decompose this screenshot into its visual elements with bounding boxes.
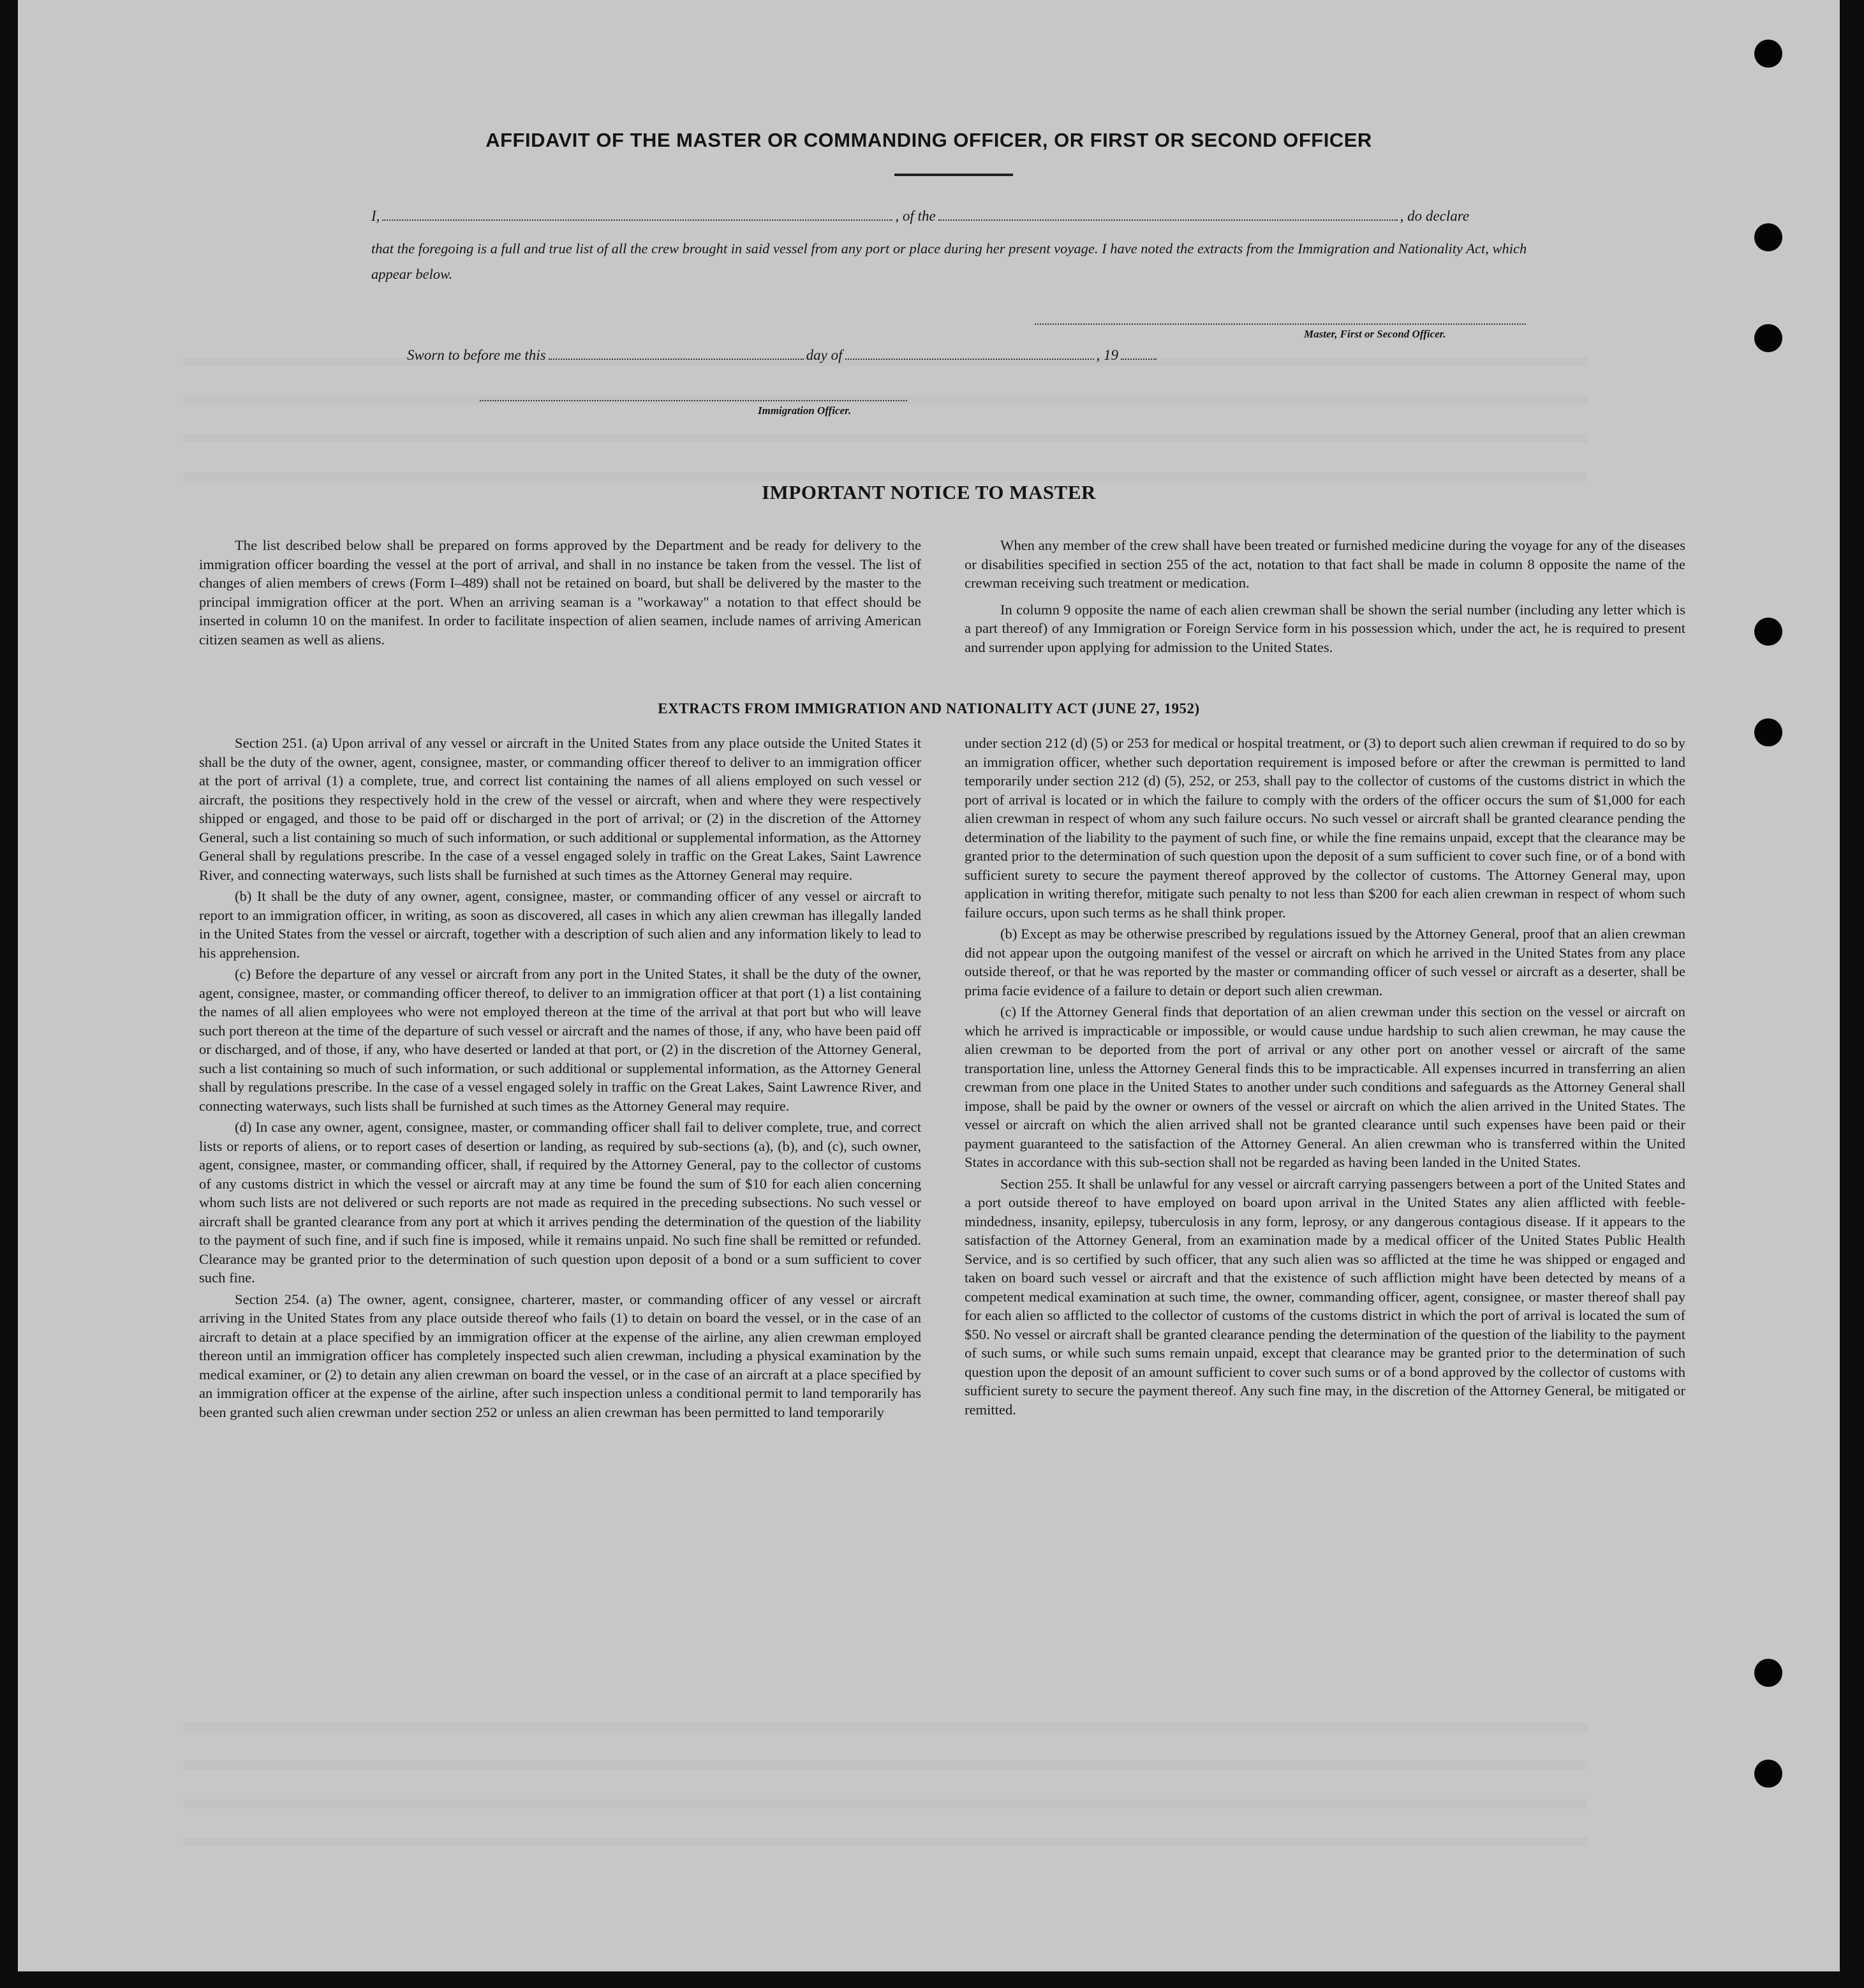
binder-hole [1754,324,1782,352]
do-declare-label: , do declare [1400,208,1470,224]
notice-paragraph: When any member of the crew shall have been treated or furnished medicine during the voyage for any of the diseases or disabilities specified in section 255 of the act, notation to that fact shall be made in column 8 opposite the name of the crewman receiving such treatment or medication. [965,537,1685,591]
sworn-prefix: Sworn to before me this [407,347,546,363]
extract-paragraph: (c) If the Attorney General finds that deportation of an alien crewman under this section on the vessel or aircraft on which he arrived is impracticable or impossible, or would cause undue hardship to such alien crewman, he may cause the alien crewman to be deported from the port of arrival or any other port on another vessel or aircraft of the same transportation line, unless the Attorney General finds this to be impracticable. All expenses incurred in transferring an alien crewman from one place in the United States to another under such conditions and safeguards as the Attorney General shall impose, shall be paid by the owner or owners of the vessel or aircraft on which the alien arrived in the United States. The vessel or aircraft on which the alien arrived shall not be granted clearance until such expenses have been paid or their payment guaranteed to the satisfaction of the Attorney General. An alien crewman who is transferred within the United States in accordance with this sub-section shall not be regarded as having been landed in the United States. [965,1004,1685,1170]
notice-paragraph: The list described below shall be prepared on forms approved by the Department and be ready for delivery to the immigration officer boarding the vessel at the port of arrival, and shall in no instance be taken from the vessel. The list of changes of alien members of crews (Form I–489) shall not be retained on board, but shall be delivered by the master to the principal immigration officer at the port. When an arriving seaman is a "workaway" a notation to that effect should be inserted in column 10 on the manifest. In order to facilitate inspection of alien seamen, include names of arriving American citizen seamen as well as aliens. [199,537,921,648]
extract-paragraph: Section 255. It shall be unlawful for any vessel or aircraft carrying passengers between a port of the United States and a port outside thereof to have employed on board upon arrival in the United States any alien afflicted with feeble-mindedness, insanity, epilepsy, tuberculosis in any form, leprosy, or any dangerous contagious disease. If it appears to the satisfaction of the Attorney General, from an examination made by a medical officer of the United States Public Health Service, and is so certified by such officer, that any such alien was so afflicted at the time he was shipped or engaged and taken on board such vessel or aircraft and that the existence of such affliction might have been detected by means of a competent medical examination at such time, the owner, commanding officer, agent, consignee, or master thereof shall pay for each alien so afflicted to the collector of customs of the customs district in which the port of arrival is located the sum of $50. No vessel or aircraft shall be granted clearance pending the determination of the question of the liability to the payment of such sums, or while such sums remain unpaid, except that clearance may be granted prior to the determination of such question upon the deposit of an amount sufficient to cover such sums or of a bond approved by the collector of customs with sufficient surety to secure the payment thereof. Any such fine may, in the discretion of the Attorney General, be mitigated or remitted. [965,1175,1685,1418]
extract-paragraph: (c) Before the departure of any vessel or aircraft from any port in the United States, it shall be the duty of the owner, agent, consignee, master, or commanding officer thereof, to deliver to an immigration officer at that port (1) a list containing the names of all alien employees who were not employed thereon at the time of the arrival at that port but who will leave such port thereon at the time of the departure of such vessel or aircraft and the names of those, if any, who have been paid off or discharged, and of those, if any, who have deserted or landed at that port, or (2) in the discretion of the Attorney General, such a list containing so much of such information, or such additional or supplemental information, as the Attorney General shall by regulations prescribe. In the case of a vessel engaged solely in traffic on the Great Lakes, Saint Lawrence River, and connecting waterways, such lists shall be furnished at such times as the Attorney General may require. [199,966,921,1114]
binder-hole [1754,1760,1782,1788]
title-rule [894,174,1013,176]
extracts-left-column [199,734,921,1424]
binder-hole [1754,40,1782,68]
year-label: , 19 [1096,347,1118,363]
sworn-line [407,347,1159,364]
binder-hole [1754,1659,1782,1687]
document-page [18,0,1840,1971]
sworn-year-field[interactable] [1121,358,1157,360]
binder-hole [1754,223,1782,251]
sworn-month-field[interactable] [845,358,1094,360]
officer-signature-caption: Immigration Officer. [758,404,852,417]
day-of-label: day of [806,347,843,363]
extract-paragraph: Section 251. (a) Upon arrival of any vessel or aircraft in the United States from any place outside the United States it shall be the duty of the owner, agent, consignee, master, or commanding officer thereof to deliver to an immigration officer at the port of arrival (1) a complete, true, and correct list containing the names of all aliens employed on such vessel or aircraft, the positions they respectively hold in the crew of the vessel or aircraft, when and where they were respectively shipped or engaged, and those to be paid off or discharged in the port of arrival; or (2) in the discretion of the Attorney General, such a list containing so much of such information, or such additional or supplemental information, as the Attorney General shall by regulations prescribe. In the case of a vessel engaged solely in traffic on the Great Lakes, Saint Lawrence River, and connecting waterways, such lists shall be furnished at such times as the Attorney General may require. [199,735,921,883]
declarant-prefix: I, [371,208,380,224]
extracts-right-column [965,734,1685,1421]
master-signature-field[interactable] [1035,323,1526,325]
affidavit-title: AFFIDAVIT OF THE MASTER OR COMMANDING OFFICER, OR FIRST OR SECOND OFFICER [485,129,1372,151]
binder-hole [1754,618,1782,646]
notice-right-column [965,536,1685,659]
extract-paragraph: (b) It shall be the duty of any owner, agent, consignee, master, or commanding officer of any vessel or aircraft to report to an immigration officer, in writing, as soon as discovered, all cases in which any alien crewman has illegally landed in the United States from the vessel or aircraft, together with a description of such alien and any information likely to lead to his apprehension. [199,888,921,961]
extract-paragraph: Section 254. (a) The owner, agent, consignee, charterer, master, or commanding officer of any vessel or aircraft arriving in the United States from any place outside thereof who fails (1) to detain on board the vessel, or in the case of an aircraft to detain at a place specified by an immigration officer at the expense of the airline, any alien crewman employed thereon until an immigration officer has completely inspected such alien crewman, including a physical examination by the medical examiner, or (2) to detain any alien crewman on board the vessel, or in the case of an aircraft at a place specified by an immigration officer at the expense of the airline, after such inspection unless a conditional permit to land temporarily has been granted such alien crewman under section 252 or unless an alien crewman has been permitted to land temporarily [199,1291,921,1420]
extract-paragraph: under section 212 (d) (5) or 253 for medical or hospital treatment, or (3) to deport such alien crewman if required to do so by an immigration officer, whether such deportation requirement is imposed before or after the crewman is permitted to land temporarily under section 212 (d) (5), 252, or 253, shall pay to the collector of customs of the customs district in which the port of arrival is located or in which the failure to comply with the orders of the officer occurs the sum of $1,000 for each alien crewman in respect of whom any such failure occurs. No such vessel or aircraft shall be granted clearance pending the determination of the liability to the payment of such fine, or while the fine remains unpaid, except that the clearance may be granted prior to the determination of such question upon the deposit of a sum sufficient to cover such fine, or of a bond with sufficient surety to secure the payment thereof approved by the collector of customs. The Attorney General may, upon application in writing therefor, mitigate such penalty to not less than $200 for each alien crewman in respect of whom such failure occurs, upon such terms as he shall think proper. [965,735,1685,921]
extract-paragraph: (d) In case any owner, agent, consignee, master, or commanding officer shall fail to deliver complete, true, and correct lists or reports of aliens, or to report cases of desertion or landing, as required by sub-sections (a), (b), and (c), such owner, agent, consignee, master, or commanding officer, shall, if required by the Attorney General, pay to the collector of customs of any customs district in which the vessel or aircraft may at any time be found the sum of $10 for each alien concerning whom such lists are not delivered or such reports are not made as required in the preceding subsections. No such vessel or aircraft shall be granted clearance from any port at which it arrives pending the determination of the question of the liability to the payment of such fine, and if such fine is imposed, while it remains unpaid. No such fine shall be remitted or refunded. Clearance may be granted prior to the determination of such question upon deposit of a bond or a sum sufficient to cover such fine. [199,1119,921,1286]
notice-paragraph: In column 9 opposite the name of each alien crewman shall be shown the serial number (including any letter which is a part thereof) of any Immigration or Foreign Service form in his possession which, under the act, he is required to present and surrender upon applying for admission to the United States. [965,601,1685,655]
master-signature-caption: Master, First or Second Officer. [1304,328,1446,340]
extracts-title: EXTRACTS FROM IMMIGRATION AND NATIONALITY ACT (JUNE 27, 1952) [658,701,1200,716]
extract-paragraph: (b) Except as may be otherwise prescribed by regulations issued by the Attorney General, proof that an alien crewman did not appear upon the outgoing manifest of the vessel or aircraft on which he arrived in the United States from any place outside thereof, or that he was reported by the master or commanding officer of such vessel or aircraft as a deserter, shall be prima facie evidence of a failure to detain or deport such alien crewman. [965,926,1685,998]
sworn-date-field[interactable] [549,358,804,360]
of-the-label: , of the [895,208,936,224]
notice-title: IMPORTANT NOTICE TO MASTER [762,481,1096,503]
notice-left-column [199,536,921,651]
declaration-fill-line [371,208,1469,225]
binder-hole [1754,718,1782,746]
declaration-text: that the foregoing is a full and true list of all the crew brought in said vessel from any port or place during her present voyage. I have noted the extracts from the Immigration and Nationality Act, which appear below. [371,241,1527,282]
officer-signature-field[interactable] [480,399,907,401]
vessel-name-field[interactable] [938,219,1398,221]
declarant-name-field[interactable] [382,219,892,221]
